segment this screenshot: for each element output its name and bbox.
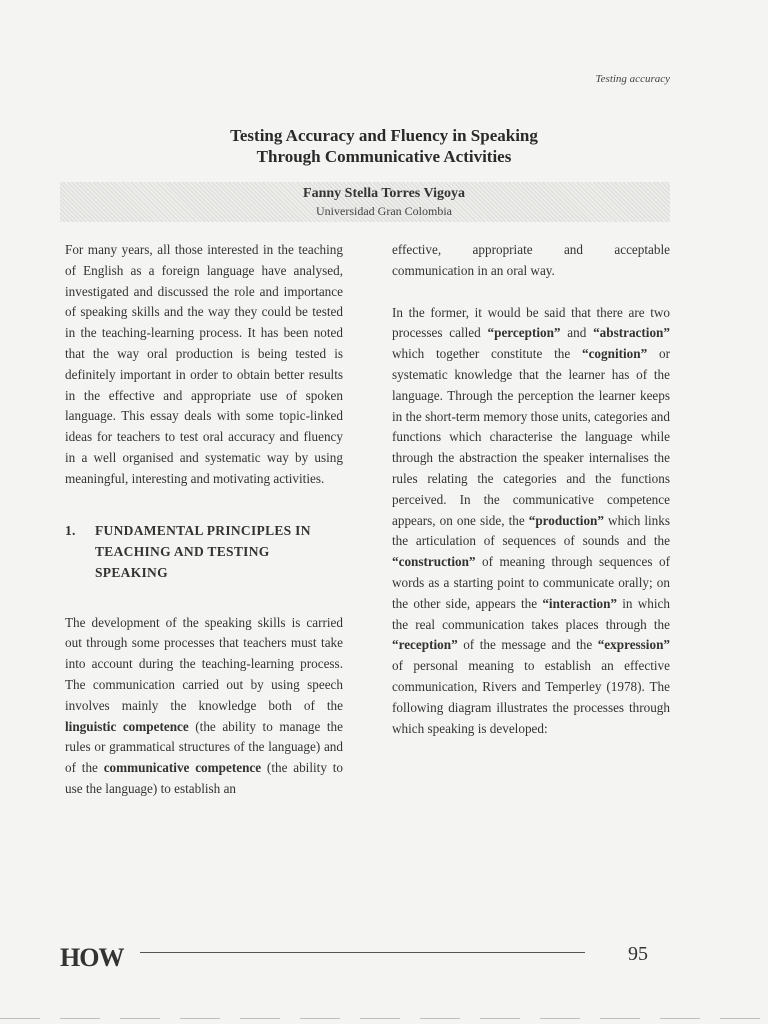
- continued-paragraph: effective, appropriate and acceptable communication in an oral way.: [392, 242, 670, 278]
- logo-text: HOW: [60, 943, 124, 972]
- bold-term: communicative competence: [103, 760, 262, 776]
- section-paragraph: [65, 613, 343, 800]
- paragraph-gap: [392, 282, 670, 303]
- text-run: In the former, it would be said that there are two processes called: [392, 304, 670, 341]
- text-run: or systematic knowledge that the learner has of the language. Through the perception the learner keeps in the short-term memory those units, categories and functions which characterise the language while through the abstraction the speaker internalises the rules relating the categories and the functions perceived. In the communicative competence appears, on one side, the: [392, 346, 670, 528]
- text-run: The development of the speaking skills is carried out through some processes that teachers must take into account during the teaching-learning process. The communication carried out by using speech involves mainly the knowledge both of the: [65, 614, 343, 713]
- scan-edge: [0, 1018, 768, 1019]
- left-column: [65, 240, 343, 800]
- text-run: of meaning through sequences of words as a starting point to communicate orally; on the other side, appears the: [392, 554, 670, 611]
- section-heading: [65, 520, 343, 583]
- text-run: (the ability to use the language) to establish an: [65, 760, 343, 796]
- bold-term: “expression”: [597, 637, 670, 653]
- bold-term: “interaction”: [542, 595, 618, 611]
- bold-term: “production”: [528, 512, 604, 528]
- page-number: 95: [628, 943, 648, 965]
- how-logo: [60, 938, 152, 972]
- text-run: in which the real communication takes places through the: [392, 595, 670, 632]
- text-run: which links the articulation of sequences of sounds and the: [392, 512, 670, 549]
- text-run: of the message and the: [457, 637, 598, 653]
- author-affiliation: Universidad Gran Colombia: [316, 204, 452, 218]
- bold-term: linguistic competence: [65, 718, 189, 734]
- bold-term: “abstraction”: [593, 325, 670, 341]
- footer-rule: [140, 952, 585, 953]
- bold-term: “cognition”: [581, 346, 648, 362]
- text-run: and: [560, 325, 594, 341]
- right-column: [392, 240, 670, 739]
- section-number: 1.: [65, 522, 76, 538]
- running-head: Testing accuracy: [595, 73, 670, 85]
- text-run: (the ability to manage the rules or grammatical structures of the language) and of the: [65, 718, 344, 776]
- author-name: Fanny Stella Torres Vigoya: [303, 186, 465, 201]
- bold-term: “perception”: [487, 325, 561, 341]
- processes-paragraph: [392, 303, 670, 740]
- title-line-2: Through Communicative Activities: [256, 147, 512, 166]
- intro-paragraph: For many years, all those interested in the teaching of English as a foreign language have analysed, investigated and discussed the role and importance of speaking skills and the way they could be tested in the teaching-learning process. It has been noted that the way oral production is being tested is definitely important in order to obtain better results in the effective and appropriate use of spoken language. This essay deals with some topic-linked ideas for teachers to test oral accuracy and fluency in a well organised and systematic way by using meaningful, interesting and motivating activities.: [65, 242, 343, 486]
- text-run: of personal meaning to establish an effective communication, Rivers and Temperley (1978). The following diagram illustrates the processes through which speaking is developed:: [392, 658, 670, 736]
- article-title: [0, 125, 768, 167]
- text-run: which together constitute the: [392, 346, 582, 362]
- title-line-1: Testing Accuracy and Fluency in Speaking: [230, 126, 538, 145]
- section-title: FUNDAMENTAL PRINCIPLES IN TEACHING AND TESTING SPEAKING: [95, 522, 311, 580]
- bold-term: “reception”: [392, 637, 458, 653]
- bold-term: “construction”: [392, 554, 476, 570]
